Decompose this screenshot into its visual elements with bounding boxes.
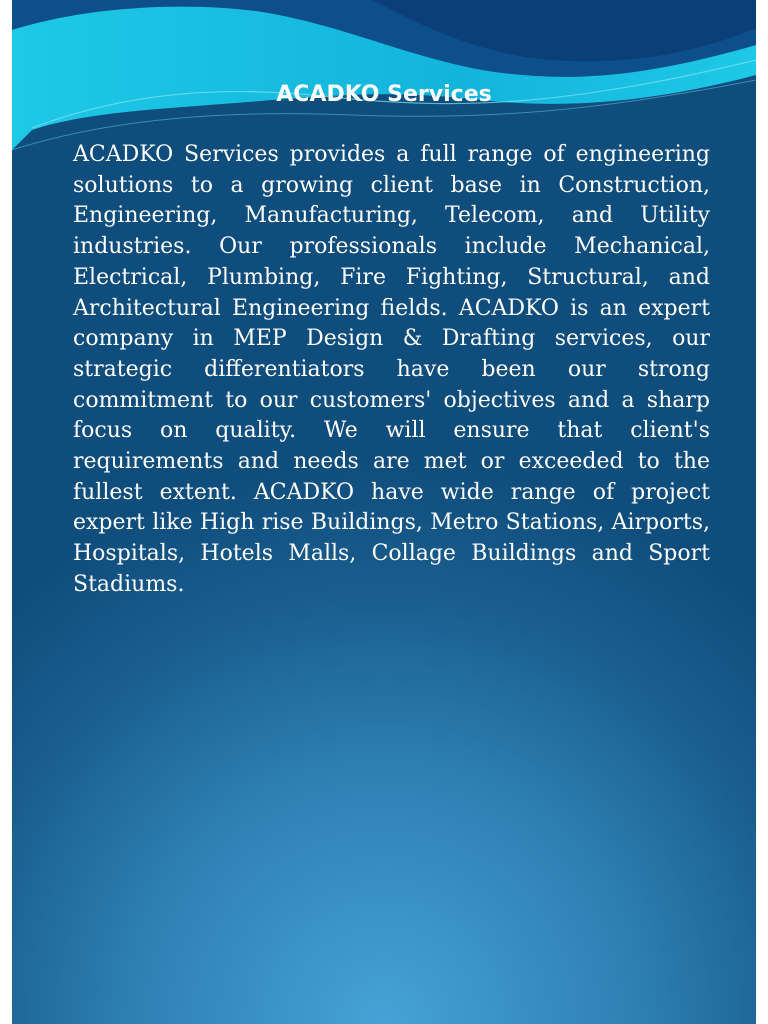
body-paragraph: ACADKO Services provides a full range of engineering solutions to a growing client base in Construction, Engineering, Manufacturing, Telecom, and Utility industries. Our professionals include Mechanical, Electrical, Plumbing, Fire Fighting, Structural, and Architectural Engineering fields. ACADKO is an expert company in MEP Design & Drafting services, our strategic differentiators have been our strong commitment to our customers' objectives and a sharp focus on quality. We will ensure that client's requirements and needs are met or exceeded to the fullest extent. ACADKO have wide range of project expert like High rise Buildings, Metro Stations, Airports, Hospitals, Hotels Malls, Collage Buildings and Sport Stadiums. <box>73 142 710 597</box>
page-title: ACADKO Services <box>276 82 492 107</box>
document-page <box>12 0 756 1024</box>
header-wave-graphic <box>12 0 756 160</box>
